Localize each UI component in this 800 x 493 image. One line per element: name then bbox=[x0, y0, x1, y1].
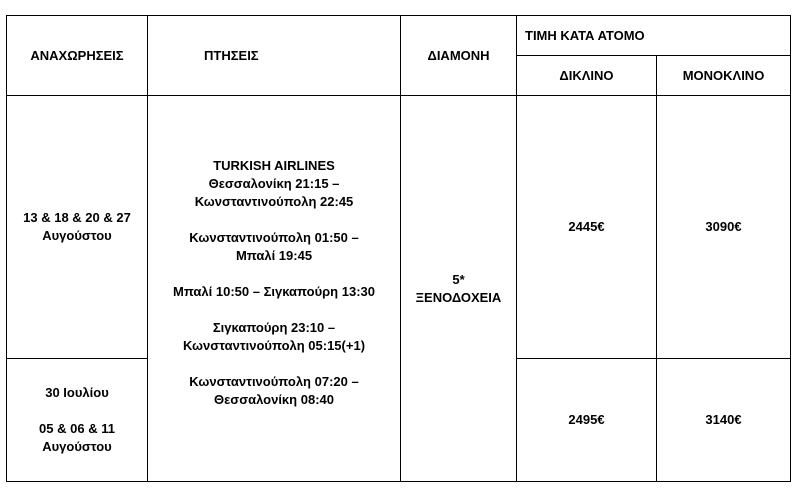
flights-itinerary bbox=[148, 157, 400, 409]
flight-segment-line: Θεσσαλονίκη 08:40 bbox=[214, 392, 334, 407]
header-double-room: ΔΙΚΛΙΝΟ bbox=[559, 67, 614, 83]
pricing-table bbox=[6, 15, 791, 482]
airline-name: TURKISH AIRLINES bbox=[213, 158, 335, 173]
flight-segment-line: Κωνσταντινούπολη 01:50 – bbox=[189, 230, 359, 245]
header-flights: ΠΤΗΣΕΙΣ bbox=[204, 47, 259, 63]
header-single-room: ΜΟΝΟΚΛΙΝΟ bbox=[682, 67, 765, 83]
price-double-row-2: 2495€ bbox=[568, 412, 605, 427]
accommodation-cell bbox=[401, 96, 516, 481]
flight-segment-line: Μπαλί 19:45 bbox=[235, 248, 313, 263]
price-single-row-1: 3090€ bbox=[705, 219, 742, 234]
hotel-type: ΞΕΝΟΔΟΧΕΙΑ bbox=[415, 289, 502, 305]
departure-dates-line: 13 & 18 & 20 & 27 bbox=[23, 210, 131, 225]
flight-segment-line: Κωνσταντινούπολη 05:15(+1) bbox=[182, 338, 366, 353]
flight-segment-line: Κωνσταντινούπολη 07:20 – bbox=[189, 374, 359, 389]
departure-dates-line: 05 & 06 & 11 bbox=[39, 421, 115, 436]
flight-segment-line: Μπαλί 10:50 – Σιγκαπούρη 13:30 bbox=[173, 284, 375, 299]
price-double-row-1: 2445€ bbox=[568, 219, 605, 234]
header-price-per-person: ΤΙΜΗ ΚΑΤΑ ΑΤΟΜΟ bbox=[525, 27, 645, 43]
departure-dates-row-2 bbox=[7, 359, 147, 481]
departure-dates-line: Αυγούστου bbox=[42, 439, 112, 454]
flight-segment-line: Σιγκαπούρη 23:10 – bbox=[212, 320, 336, 335]
departure-dates-line: Αυγούστου bbox=[42, 228, 112, 243]
hotel-stars: 5* bbox=[452, 271, 465, 287]
price-single-row-2: 3140€ bbox=[705, 412, 742, 427]
departure-dates-row-1 bbox=[7, 96, 147, 358]
header-departures: ΑΝΑΧΩΡΗΣΕΙΣ bbox=[30, 47, 124, 63]
flight-segment-line: Θεσσαλονίκη 21:15 – bbox=[208, 176, 340, 191]
header-accommodation: ΔΙΑΜΟΝΗ bbox=[427, 47, 490, 63]
departure-dates-line: 30 Ιουλίου bbox=[45, 385, 109, 400]
flight-segment-line: Κωνσταντινούπολη 22:45 bbox=[194, 194, 354, 209]
